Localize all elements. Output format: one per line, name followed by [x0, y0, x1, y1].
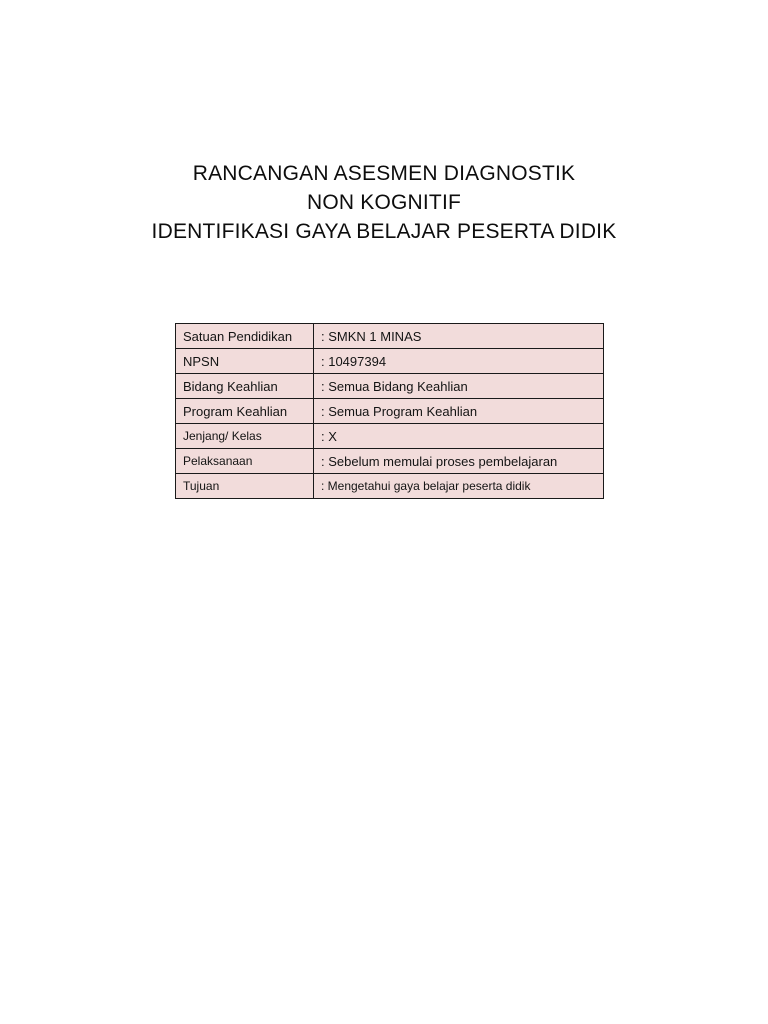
title-line-3: IDENTIFIKASI GAYA BELAJAR PESERTA DIDIK: [151, 220, 617, 243]
title-line-1: RANCANGAN ASESMEN DIAGNOSTIK: [192, 162, 576, 185]
table-row: [176, 324, 604, 349]
row-value: : 10497394: [314, 349, 604, 374]
row-value: : Sebelum memulai proses pembelajaran: [314, 449, 604, 474]
row-label: Bidang Keahlian: [176, 374, 314, 399]
table-row: [176, 449, 604, 474]
info-table: [175, 323, 604, 499]
table-row: [176, 474, 604, 499]
table-row: [176, 349, 604, 374]
title-line-2: NON KOGNITIF: [306, 191, 462, 214]
row-label: Jenjang/ Kelas: [176, 424, 314, 449]
row-label: Pelaksanaan: [176, 449, 314, 474]
row-label: Program Keahlian: [176, 399, 314, 424]
table-row: [176, 424, 604, 449]
row-label: Satuan Pendidikan: [176, 324, 314, 349]
row-value: : X: [314, 424, 604, 449]
row-label: NPSN: [176, 349, 314, 374]
table-row: [176, 374, 604, 399]
row-value: : SMKN 1 MINAS: [314, 324, 604, 349]
row-label: Tujuan: [176, 474, 314, 499]
row-value: : Semua Bidang Keahlian: [314, 374, 604, 399]
table-row: [176, 399, 604, 424]
document-title: [0, 159, 768, 246]
row-value: : Mengetahui gaya belajar peserta didik: [314, 474, 604, 499]
row-value: : Semua Program Keahlian: [314, 399, 604, 424]
